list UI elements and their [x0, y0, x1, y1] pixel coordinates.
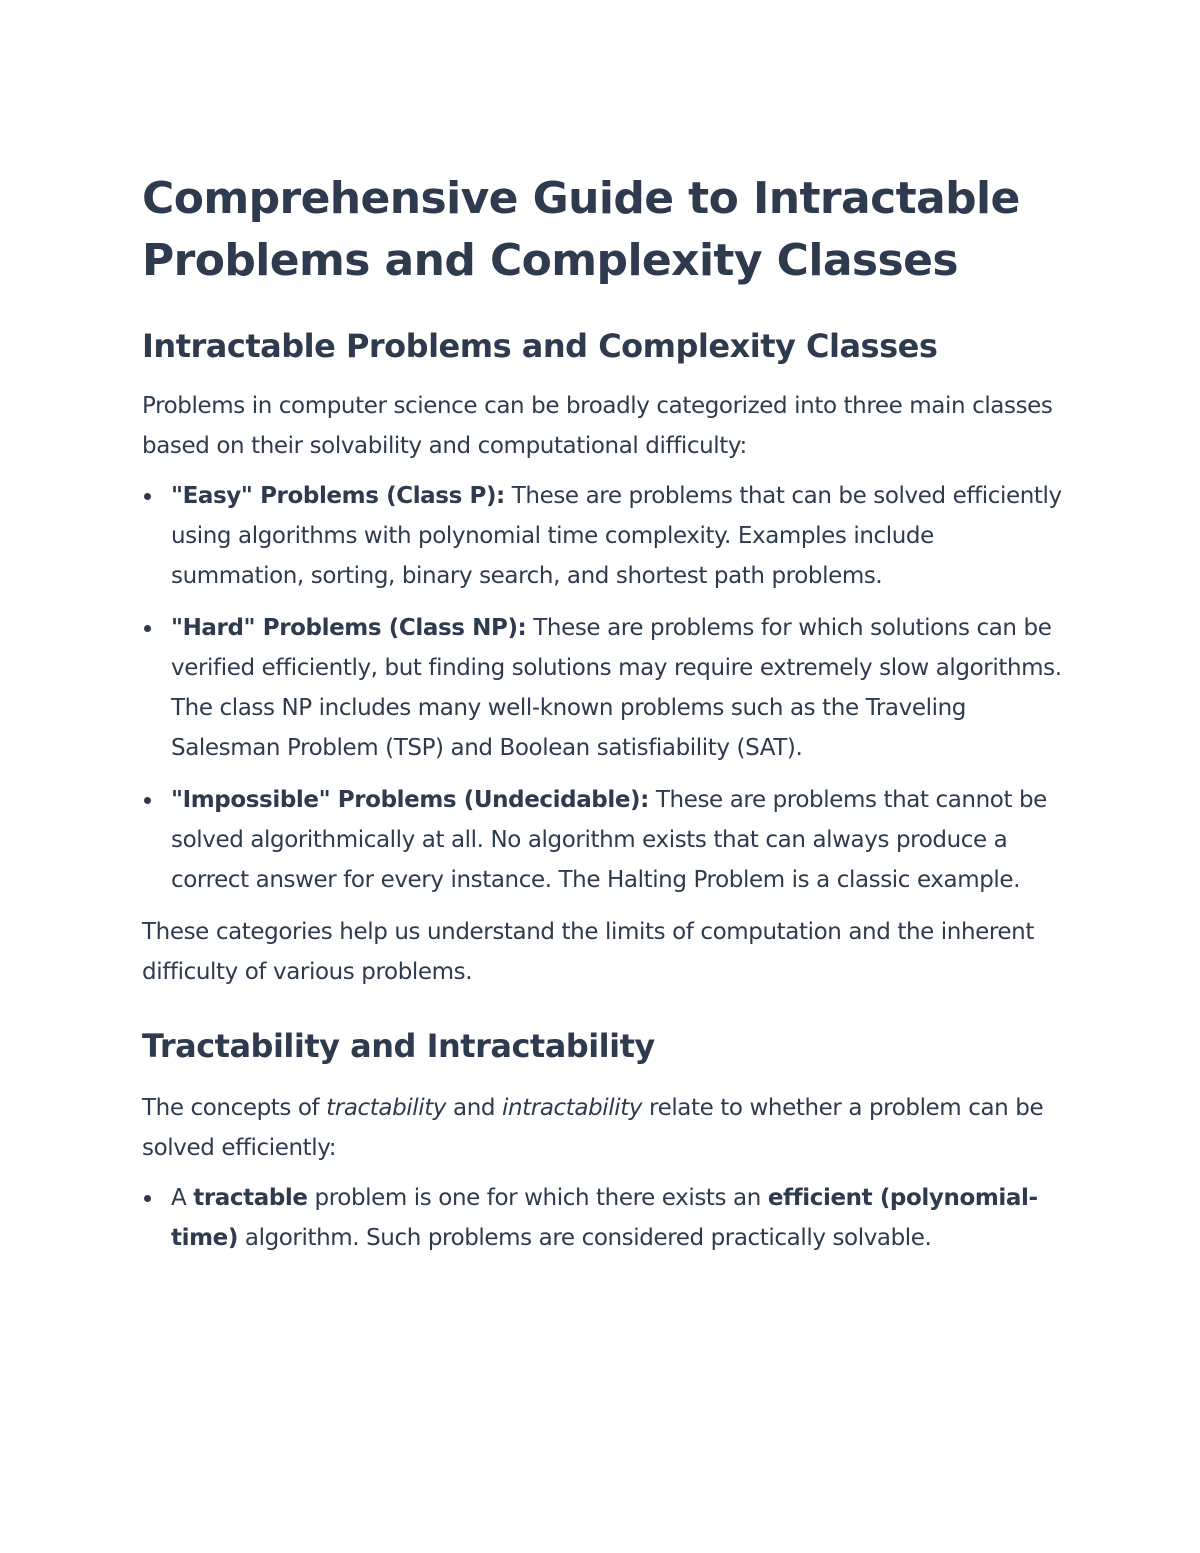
list-item-text: algorithm. Such problems are considered practically solvable. [237, 1225, 932, 1251]
list-item [142, 1178, 1072, 1258]
intro-text: The concepts of [142, 1095, 327, 1121]
list-item-label: "Hard" Problems (Class NP): [171, 615, 527, 641]
complexity-class-list [142, 476, 1072, 900]
list-item-label: "Easy" Problems (Class P): [171, 483, 505, 509]
list-item [142, 608, 1072, 768]
document-title: Comprehensive Guide to Intractable Problems and Complexity Classes [142, 173, 1020, 286]
term-intractability: intractability [502, 1095, 643, 1121]
term-efficient: efficient (polynomial-time) [171, 1185, 1038, 1251]
list-item-label: "Impossible" Problems (Undecidable): [171, 787, 649, 813]
list-item-text: A [171, 1185, 194, 1211]
list-item [142, 476, 1072, 596]
section2-intro [142, 1088, 1072, 1168]
term-tractability: tractability [326, 1095, 447, 1121]
list-item-text: These are problems for which solutions can be verified efficiently, but finding solutions may require extremely slow algorithms. The class NP includes many well-known problems such as the Traveling Salesman Problem (TSP) and Boolean satisfiability (SAT). [171, 615, 1062, 761]
list-item-text: problem is one for which there exists an [307, 1185, 768, 1211]
intro-text: relate to whether a problem can be solved efficiently: [142, 1095, 1044, 1161]
document-page [142, 168, 1072, 1270]
list-item [142, 780, 1072, 900]
section1-closing: These categories help us understand the limits of computation and the inherent difficulty of various problems. [142, 919, 1034, 985]
section-heading-complexity-classes: Intractable Problems and Complexity Classes [142, 327, 938, 365]
section1-intro: Problems in computer science can be broadly categorized into three main classes based on their solvability and computational difficulty: [142, 393, 1053, 459]
list-item-text: These are problems that can be solved efficiently using algorithms with polynomial time complexity. Examples include summation, sorting, binary search, and shortest path problems. [171, 483, 1062, 589]
term-tractable: tractable [193, 1185, 308, 1211]
intro-text: and [446, 1095, 503, 1121]
list-item-text: These are problems that cannot be solved algorithmically at all. No algorithm exists that can always produce a correct answer for every instance. The Halting Problem is a classic example. [171, 787, 1047, 893]
tractability-list [142, 1178, 1072, 1258]
section-heading-tractability: Tractability and Intractability [142, 1027, 655, 1065]
